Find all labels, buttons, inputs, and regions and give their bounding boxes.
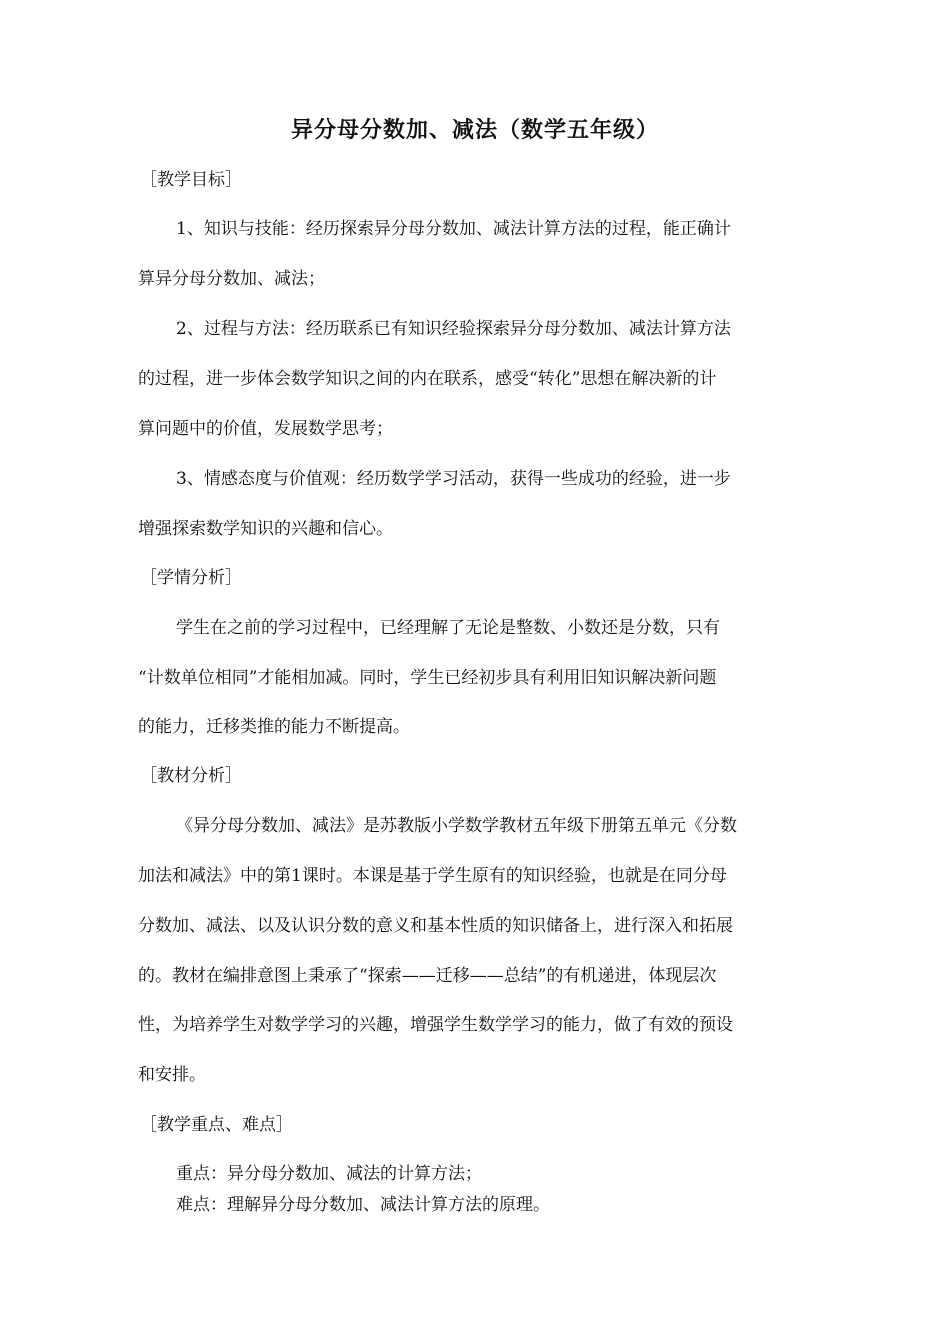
section-heading-textbook-analysis: ［教材分析］ [140, 766, 242, 786]
paragraph-line: 1、知识与技能：经历探索异分母分数加、减法计算方法的过程，能正确计 [176, 219, 731, 239]
paragraph-line: 3、情感态度与价值观：经历数学学习活动，获得一些成功的经验，进一步 [176, 469, 731, 489]
paragraph-line: 《异分母分数加、减法》是苏教版小学数学教材五年级下册第五单元《分数 [176, 816, 737, 836]
paragraph-line: 加法和减法》中的第1课时。本课是基于学生原有的知识经验，也就是在同分母 [138, 866, 727, 886]
paragraph-line: 的过程，进一步体会数学知识之间的内在联系，感受“转化”思想在解决新的计 [138, 369, 717, 389]
paragraph-line: 2、过程与方法：经历联系已有知识经验探索异分母分数加、减法计算方法 [176, 319, 731, 339]
paragraph-line: 增强探索数学知识的兴趣和信心。 [138, 519, 393, 539]
paragraph-line: 分数加、减法、以及认识分数的意义和基本性质的知识储备上，进行深入和拓展 [138, 916, 733, 936]
paragraph-line: 学生在之前的学习过程中，已经理解了无论是整数、小数还是分数，只有 [176, 618, 720, 638]
paragraph-line: 的。教材在编排意图上秉承了“探索——迁移——总结”的有机递进，体现层次 [138, 966, 717, 986]
paragraph-line: 难点：理解异分母分数加、减法计算方法的原理。 [176, 1195, 550, 1215]
paragraph-line: 和安排。 [138, 1065, 206, 1085]
paragraph-line: “计数单位相同”才能相加减。同时，学生已经初步具有利用旧知识解决新问题 [138, 668, 717, 688]
page-title: 异分母分数加、减法（数学五年级） [290, 118, 659, 143]
section-heading-teaching-objectives: ［教学目标］ [140, 170, 242, 190]
paragraph-line: 算问题中的价值，发展数学思考； [138, 419, 393, 439]
section-heading-key-points: ［教学重点、难点］ [140, 1115, 293, 1135]
paragraph-line: 的能力，迁移类推的能力不断提高。 [138, 717, 410, 737]
paragraph-line: 性，为培养学生对数学学习的兴趣，增强学生数学学习的能力，做了有效的预设 [138, 1015, 733, 1035]
paragraph-line: 重点：异分母分数加、减法的计算方法； [176, 1164, 482, 1184]
section-heading-student-analysis: ［学情分析］ [140, 568, 242, 588]
paragraph-line: 算异分母分数加、减法； [138, 269, 325, 289]
